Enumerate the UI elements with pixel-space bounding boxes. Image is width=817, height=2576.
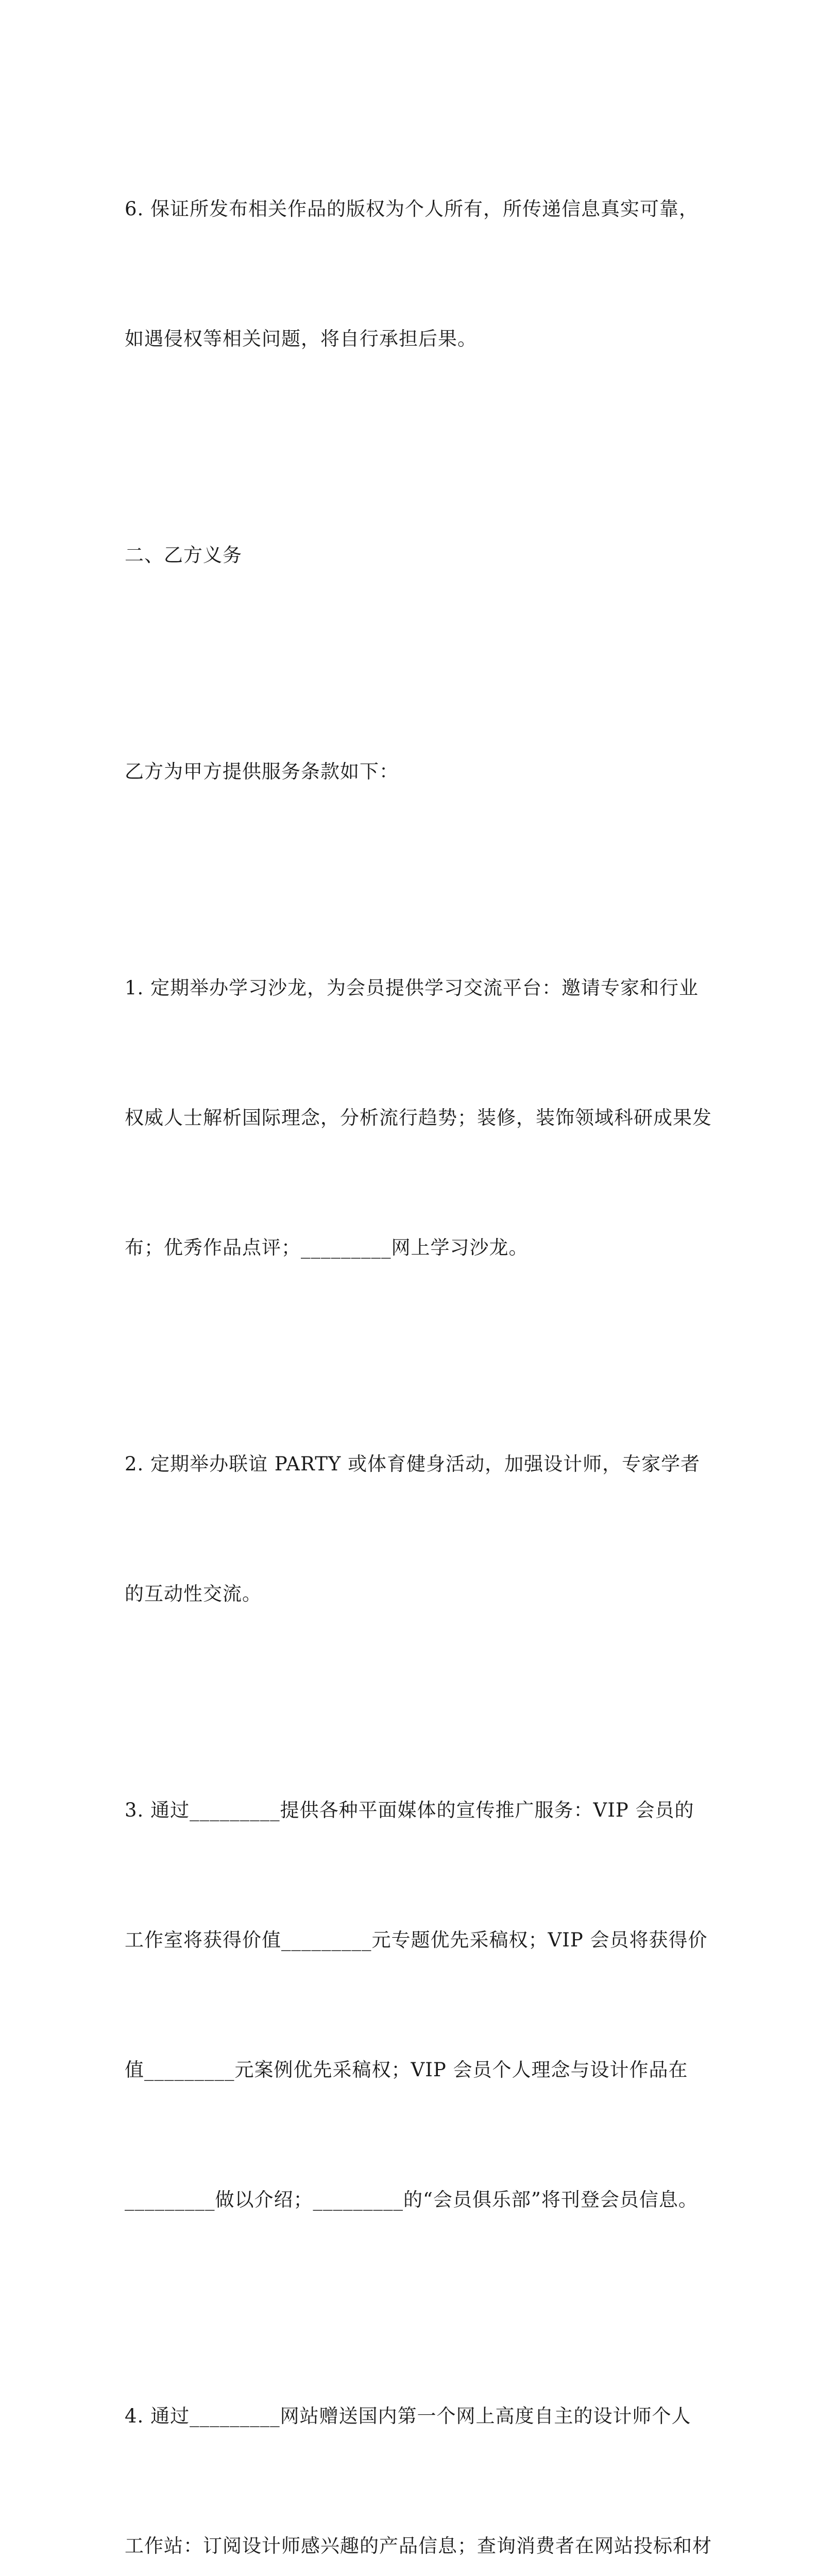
document-body bbox=[125, 101, 712, 2576]
text-line: 工作站：订阅设计师感兴趣的产品信息；查询消费者在网站投标和材 bbox=[125, 2535, 712, 2557]
clause-4-website bbox=[125, 2308, 712, 2576]
text-line: 的互动性交流。 bbox=[125, 1583, 262, 1605]
section-heading bbox=[125, 447, 702, 664]
section-intro bbox=[125, 664, 702, 880]
text-line: 布；优秀作品点评；_________网上学习沙龙。 bbox=[125, 1236, 529, 1259]
text-line: 值_________元案例优先采稿权；VIP 会员个人理念与设计作品在 bbox=[125, 2059, 688, 2081]
clause-2-party bbox=[125, 1356, 702, 1702]
text-line: 如遇侵权等相关问题，将自行承担后果。 bbox=[125, 328, 477, 350]
clause-3-media bbox=[125, 1702, 708, 2308]
text-line: _________做以介绍；_________的“会员俱乐部”将刊登会员信息。 bbox=[125, 2189, 698, 2211]
text-line: 2. 定期举办联谊 PARTY 或体育健身活动，加强设计师，专家学者 bbox=[125, 1453, 701, 1475]
text-line: 4. 通过_________网站赠送国内第一个网上高度自主的设计师个人 bbox=[125, 2405, 691, 2427]
clause-6-guarantee bbox=[125, 101, 702, 447]
section-title: 二、乙方义务 bbox=[125, 544, 242, 566]
text-line: 1. 定期举办学习沙龙，为会员提供学习交流平台：邀请专家和行业 bbox=[125, 977, 699, 999]
clause-1-salon bbox=[125, 880, 712, 1356]
text-line: 3. 通过_________提供各种平面媒体的宣传推广服务：VIP 会员的 bbox=[125, 1799, 694, 1821]
text-line: 工作室将获得价值_________元专题优先采稿权；VIP 会员将获得价 bbox=[125, 1929, 708, 1951]
text-line: 6. 保证所发布相关作品的版权为个人所有，所传递信息真实可靠， bbox=[125, 198, 699, 220]
text-line: 乙方为甲方提供服务条款如下： bbox=[125, 760, 399, 783]
text-line: 权威人士解析国际理念，分析流行趋势；装修，装饰领域科研成果发 bbox=[125, 1107, 712, 1129]
